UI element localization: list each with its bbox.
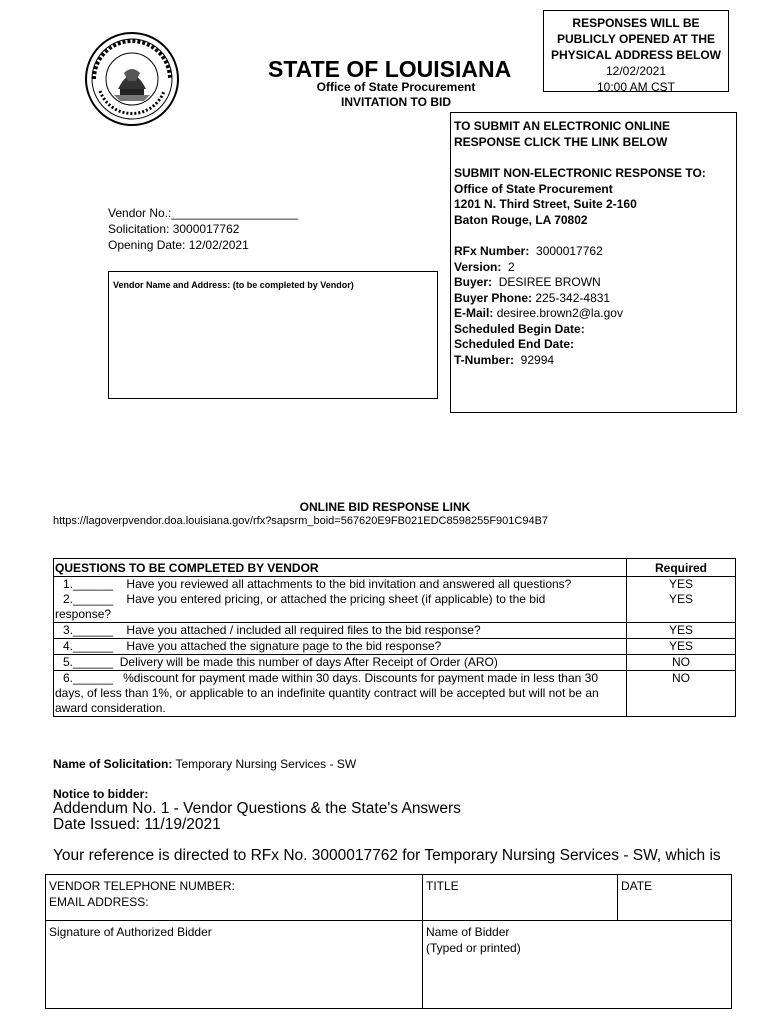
required-value: YES (627, 592, 736, 623)
bidder-name-label: Name of Bidder (426, 925, 510, 939)
opening-date: 12/02/2021 (605, 64, 667, 78)
tnumber-label: T-Number: (454, 352, 514, 367)
question-text-cont: response? (55, 607, 112, 621)
date-label: DATE (621, 879, 653, 893)
solicitation-number: Solicitation: 3000017762 (108, 222, 240, 236)
paper-heading: SUBMIT NON-ELECTRONIC RESPONSE TO: (454, 166, 706, 180)
online-bid-link[interactable]: https://lagoverpvendor.doa.louisiana.gov/rfx?sapsrm_boid=567620E9FB021EDC8598255F901C94B7 (53, 515, 549, 527)
signature-label: Signature of Authorized Bidder (49, 925, 212, 939)
vendor-name-address-box[interactable] (108, 271, 438, 399)
buyer-value: DESIREE BROWN (498, 275, 601, 289)
addendum-title: Addendum No. 1 - Vendor Questions & the State's Answers (53, 800, 461, 817)
notice-label: Notice to bidder: (53, 787, 149, 801)
opening-time: 10:00 AM CST (596, 80, 676, 94)
solicitation-name-value: Temporary Nursing Services - SW (175, 757, 357, 771)
buyer-row (454, 275, 736, 291)
question-text: Have you entered pricing, or attached the pricing sheet (if applicable) to the bid (126, 592, 546, 606)
required-value: NO (627, 655, 736, 671)
submission-info-box (450, 112, 737, 413)
buyer-label: Buyer: (454, 275, 493, 289)
page-subtitle (262, 80, 530, 110)
opening-date-text: Opening Date: 12/02/2021 (108, 238, 249, 252)
tnumber-row (454, 353, 736, 369)
buyer-phone-row (454, 291, 736, 307)
vendor-contact-cell[interactable] (46, 875, 423, 921)
bidder-name-cell[interactable] (423, 921, 732, 1009)
version-value: 2 (508, 259, 515, 274)
date-issued: Date Issued: 11/19/2021 (53, 816, 221, 833)
online-instruction: RESPONSE CLICK THE LINK BELOW (454, 134, 668, 149)
vendor-telephone-label: VENDOR TELEPHONE NUMBER: (49, 879, 235, 893)
solicitation-name (53, 757, 356, 771)
rfx-number-row (454, 244, 736, 260)
required-value: YES (627, 639, 736, 655)
bidder-name-note: (Typed or printed) (426, 941, 521, 955)
table-row (54, 623, 736, 639)
rfx-number-value: 3000017762 (536, 244, 603, 258)
required-value: YES (627, 577, 736, 593)
online-instruction: TO SUBMIT AN ELECTRONIC ONLINE (454, 119, 670, 133)
answer-blank[interactable]: 4.______ (63, 639, 114, 653)
table-row (46, 875, 732, 921)
table-row (54, 592, 736, 623)
signature-cell[interactable] (46, 921, 423, 1009)
document-type: INVITATION TO BID (341, 95, 451, 109)
office-name: Office of State Procurement (316, 80, 476, 94)
state-seal-icon (84, 31, 180, 127)
question-text-cont: days, of less than 1%, or applicable to an indefinite quantity contract will be accepted but will not be an (55, 686, 599, 700)
table-row (54, 655, 736, 671)
opening-notice-box (543, 10, 729, 92)
vendor-name-address-label: Vendor Name and Address: (to be completed by Vendor) (113, 280, 354, 290)
version-row (454, 260, 736, 276)
answer-blank[interactable]: 1.______ (63, 577, 114, 591)
signature-table (45, 874, 732, 1009)
email-row (454, 306, 736, 322)
question-text: Delivery will be made this number of days After Receipt of Order (ARO) (119, 655, 498, 669)
title-cell[interactable] (423, 875, 618, 921)
email-label: E-Mail: (454, 306, 494, 320)
required-value: NO (627, 671, 736, 717)
solicitation-name-label: Name of Solicitation: (53, 757, 173, 771)
opening-notice-line: PUBLICLY OPENED AT THE (556, 32, 716, 46)
table-header-row (54, 559, 736, 577)
tnumber-value: 92994 (520, 352, 555, 367)
questions-heading: QUESTIONS TO BE COMPLETED BY VENDOR (54, 559, 627, 577)
question-text: Have you reviewed all attachments to the bid invitation and answered all questions? (126, 577, 572, 591)
question-text: %discount for payment made within 30 days. Discounts for payment made in less than 30 (123, 671, 598, 685)
rfx-number-label: RFx Number: (454, 244, 530, 258)
buyer-phone-value: 225-342-4831 (535, 290, 611, 305)
vendor-questions-table (53, 558, 736, 717)
address-line: Office of State Procurement (454, 181, 613, 196)
begin-date-label: Scheduled Begin Date: (454, 321, 585, 336)
vendor-email-label: EMAIL ADDRESS: (49, 895, 149, 909)
address-line: Baton Rouge, LA 70802 (454, 212, 588, 227)
page-title: STATE OF LOUISIANA (268, 56, 512, 82)
answer-blank[interactable]: 6.______ (63, 671, 114, 685)
opening-notice-line: PHYSICAL ADDRESS BELOW (550, 48, 721, 62)
question-text: Have you attached / included all required files to the bid response? (126, 623, 481, 637)
table-row (54, 577, 736, 593)
email-value[interactable]: desiree.brown2@la.gov (496, 306, 623, 320)
online-link-heading: ONLINE BID RESPONSE LINK (299, 500, 471, 514)
date-cell[interactable] (618, 875, 732, 921)
required-heading: Required (627, 559, 736, 577)
addendum-block (53, 801, 461, 833)
buyer-phone-label: Buyer Phone: (454, 290, 533, 305)
end-date-label: Scheduled End Date: (454, 337, 575, 351)
version-label: Version: (454, 259, 502, 274)
title-label: TITLE (426, 879, 459, 893)
table-row (54, 639, 736, 655)
reference-text: Your reference is directed to RFx No. 3000017762 for Temporary Nursing Services - SW, which is (53, 847, 721, 864)
opening-notice-line: RESPONSES WILL BE (572, 16, 700, 30)
table-row (46, 921, 732, 1009)
vendor-number-field[interactable]: Vendor No.:___________________ (108, 206, 299, 220)
required-value: YES (627, 623, 736, 639)
question-text: Have you attached the signature page to the bid response? (126, 639, 442, 653)
address-line: 1201 N. Third Street, Suite 2-160 (454, 197, 637, 211)
table-row (54, 671, 736, 717)
answer-blank[interactable]: 3.______ (63, 623, 114, 637)
vendor-info (108, 205, 298, 253)
answer-blank[interactable]: 5.______ (63, 655, 114, 669)
answer-blank[interactable]: 2.______ (63, 592, 114, 606)
question-text-cont: award consideration. (55, 701, 166, 715)
